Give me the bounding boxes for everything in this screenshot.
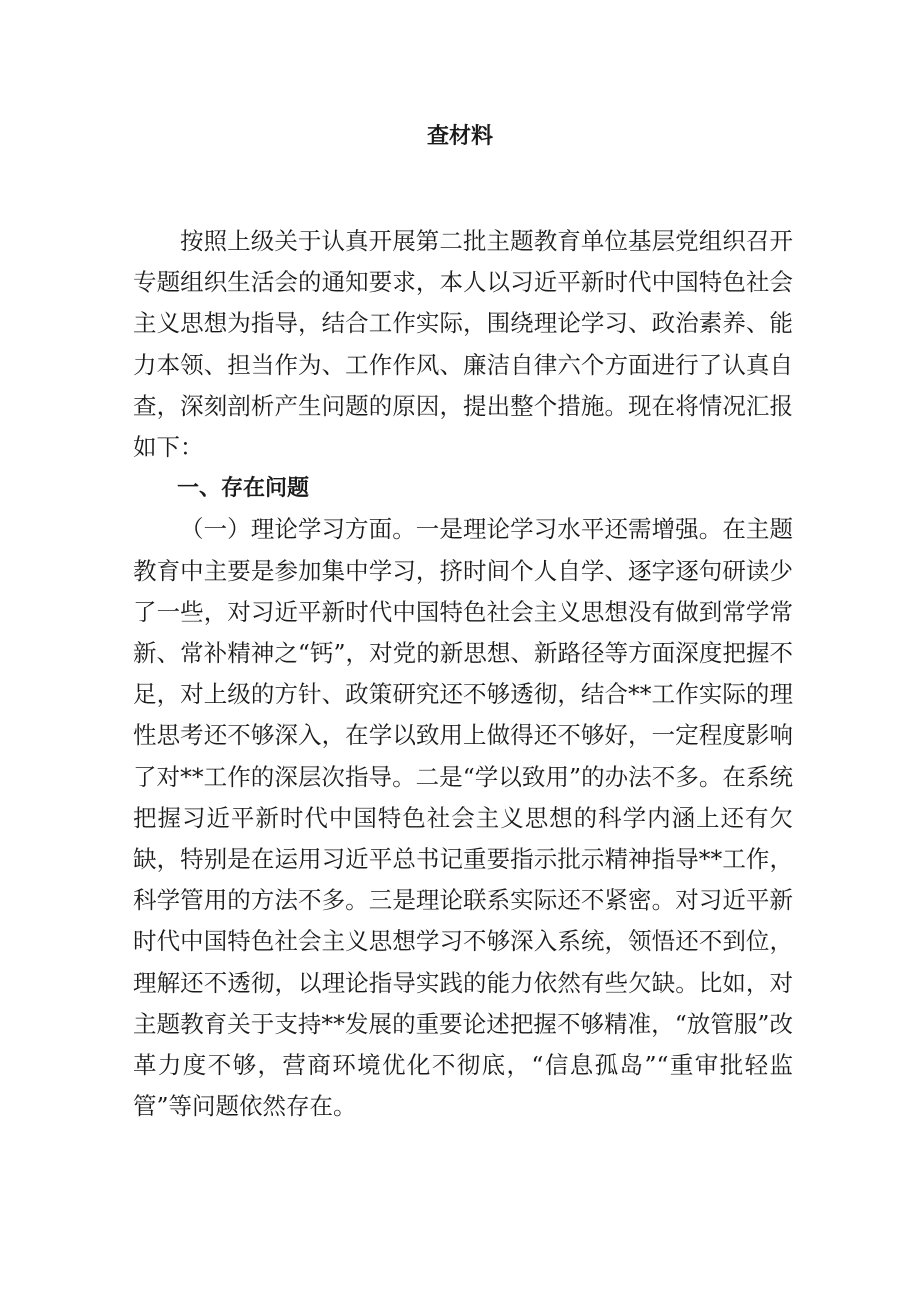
section-heading: 一、存在问题 — [177, 476, 310, 502]
section-paragraph: （一）理论学习方面。一是理论学习水平还需增强。在主题教育中主要是参加集中学习，挤时间个人自学、逐字逐句研读少了一些，对习近平新时代中国特色社会主义思想没有做到常学常新、常补精神之“钙”，对党的新思想、新路径等方面深度把握不足，对上级的方针、政策研究还不够透彻，结合**工作实际的理性思考还不够深入，在学以致用上做得还不够好，一定程度影响了对**工作的深层次指导。二是“学以致用”的办法不多。在系统把握习近平新时代中国特色社会主义思想的科学内涵上还有欠缺，特别是在运用习近平总书记重要指示批示精神指导**工作，科学管用的方法不多。三是理论联系实际还不紧密。对习近平新时代中国特色社会主义思想学习不够深入系统，领悟还不到位，理解还不透彻，以理论指导实践的能力依然有些欠缺。比如，对主题教育关于支持**发展的重要论述把握不够精准，“放管服”改革力度不够，营商环境优化不彻底，“信息孤岛”“重审批轻监管”等问题依然存在。 — [133, 515, 793, 1121]
document-body — [133, 221, 793, 1127]
intro-paragraph: 按照上级关于认真开展第二批主题教育单位基层党组织召开专题组织生活会的通知要求，本人以习近平新时代中国特色社会主义思想为指导，结合工作实际，围绕理论学习、政治素养、能力本领、担当作为、工作作风、廉洁自律六个方面进行了认真自查，深刻剖析产生问题的原因，提出整个措施。现在将情况汇报如下： — [133, 227, 793, 462]
document-title: 查材料 — [426, 124, 493, 149]
